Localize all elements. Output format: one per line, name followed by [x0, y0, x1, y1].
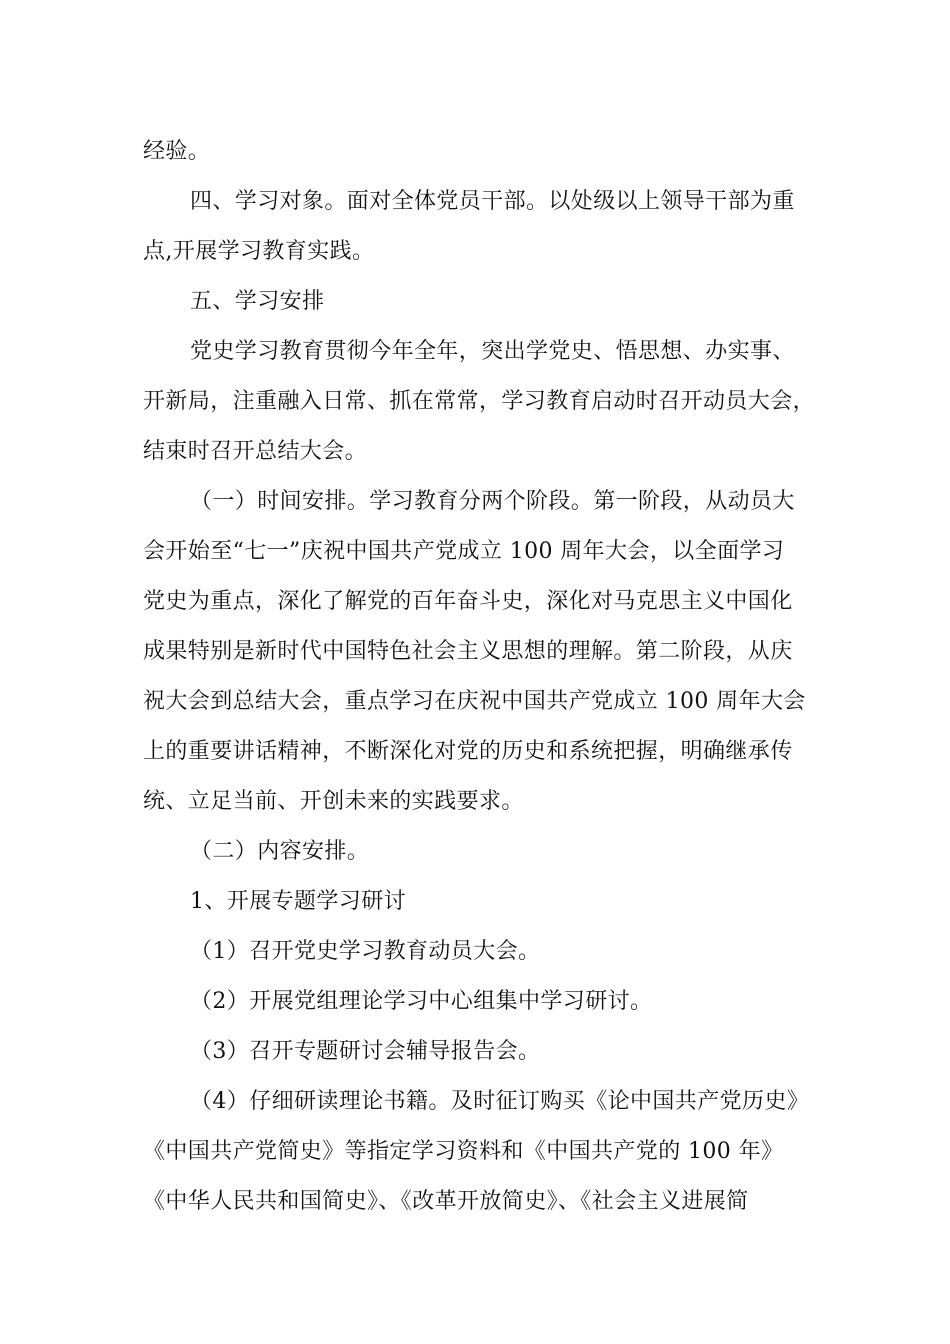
text-line: 祝大会到总结大会，重点学习在庆祝中国共产党成立 100 周年大会	[143, 689, 806, 714]
text-line: 《中华人民共和国简史》、《改革开放简史》、《社会主义进展简	[143, 1189, 749, 1214]
text-line: 党史学习教育贯彻今年全年，突出学党史、悟思想、办实事、	[190, 339, 795, 364]
text-line: 点,开展学习教育实践。	[143, 239, 375, 264]
section-heading: 五、学习安排	[190, 289, 325, 314]
list-heading: 1、开展专题学习研讨	[190, 889, 406, 914]
list-item: （3）召开专题研讨会辅导报告会。	[190, 1039, 541, 1064]
text-line: 《中国共产党简史》等指定学习资料和《中国共产党的 100 年》	[143, 1139, 784, 1164]
text-line: 党史为重点，深化了解党的百年奋斗史，深化对马克思主义中国化	[143, 589, 793, 614]
subsection-heading: （二）内容安排。	[190, 839, 370, 864]
text-line: 统、立足当前、开创未来的实践要求。	[143, 789, 524, 814]
text-line: 开新局，注重融入日常、抓在常常，学习教育启动时召开动员大会，	[143, 389, 816, 414]
text-line: 结束时召开总结大会。	[143, 439, 368, 464]
text-line: 会开始至“七一”庆祝中国共产党成立 100 周年大会，以全面学习	[143, 539, 785, 564]
list-item: （1）召开党史学习教育动员大会。	[190, 939, 541, 964]
text-line: （一）时间安排。学习教育分两个阶段。第一阶段，从动员大	[190, 489, 795, 514]
text-line: 经验。	[143, 139, 211, 164]
text-line: 成果特别是新时代中国特色社会主义思想的理解。第二阶段，从庆	[143, 639, 793, 664]
list-item: （4）仔细研读理论书籍。及时征订购买《论中国共产党历史》	[190, 1089, 810, 1114]
text-line: 上的重要讲话精神，不断深化对党的历史和系统把握，明确继承传	[143, 739, 793, 764]
list-item: （2）开展党组理论学习中心组集中学习研讨。	[190, 989, 653, 1014]
text-line: 四、学习对象。面对全体党员干部。以处级以上领导干部为重	[190, 189, 795, 214]
